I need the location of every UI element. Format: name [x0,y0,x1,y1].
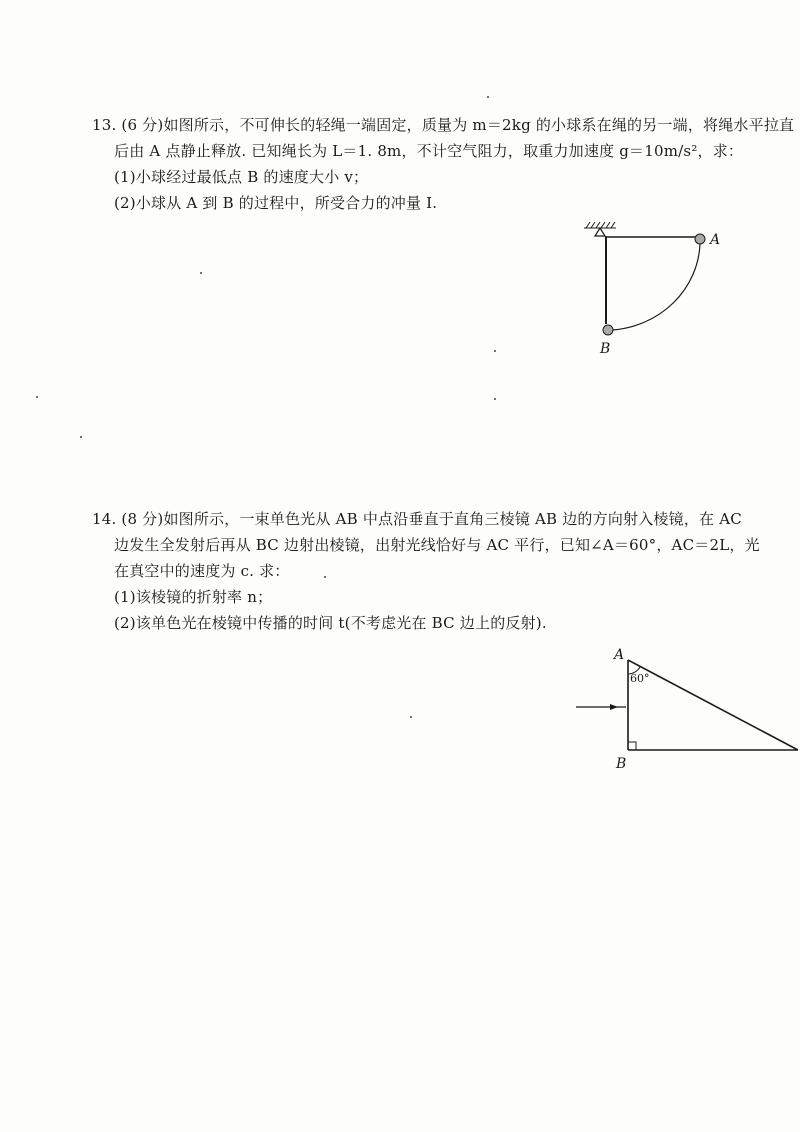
label-a: A [614,647,625,663]
ray-arrow-icon [610,704,618,710]
swing-arc [612,244,700,330]
question-14-part-1: (1)该棱镜的折射率 n； [114,588,273,606]
pivot-support [595,228,605,236]
side-ac [628,660,798,750]
prism-figure [560,640,800,775]
question-14-stem-line-3: 在真空中的速度为 c. 求： [114,562,290,580]
question-13-part-2: (2)小球从 A 到 B 的过程中，所受合力的冲量 I. [114,194,438,212]
label-b: B [616,756,627,772]
ball-b [603,325,613,335]
scan-speck [487,96,489,98]
scan-speck [494,398,496,400]
pendulum-figure [578,220,728,370]
question-13 [92,112,795,216]
question-14-part-2: (2)该单色光在棱镜中传播的时间 t(不考虑光在 BC 边上的反射). [114,614,547,632]
scan-speck [200,272,202,274]
scan-speck [36,396,38,398]
question-14-stem-line-2: 边发生全发射后再从 BC 边射出棱镜，出射光线恰好与 AC 平行，已知∠A＝60°，AC＝2L，光 [114,536,760,554]
scan-speck [80,436,82,438]
question-13-stem-line-2: 后由 A 点静止释放. 已知绳长为 L＝1. 8m，不计空气阻力，取重力加速度 g＝10m/s²，求： [114,142,744,160]
label-b: B [600,341,611,357]
question-13-part-1: (1)小球经过最低点 B 的速度大小 v； [114,168,369,186]
label-a: A [710,232,721,248]
ball-a [695,234,705,244]
scan-speck [494,350,496,352]
right-angle-mark [628,742,636,750]
question-13-stem-line-1: 13. (6 分)如图所示，不可伸长的轻绳一端固定，质量为 m＝2kg 的小球系在绳的另一端，将绳水平拉直 [92,116,795,134]
scan-speck [410,716,412,718]
question-14-stem-line-1: 14. (8 分)如图所示，一束单色光从 AB 中点沿垂直于直角三棱镜 AB 边的方向射入棱镜，在 AC [92,510,742,528]
angle-label: 60° [630,672,650,685]
question-14 [92,506,772,636]
